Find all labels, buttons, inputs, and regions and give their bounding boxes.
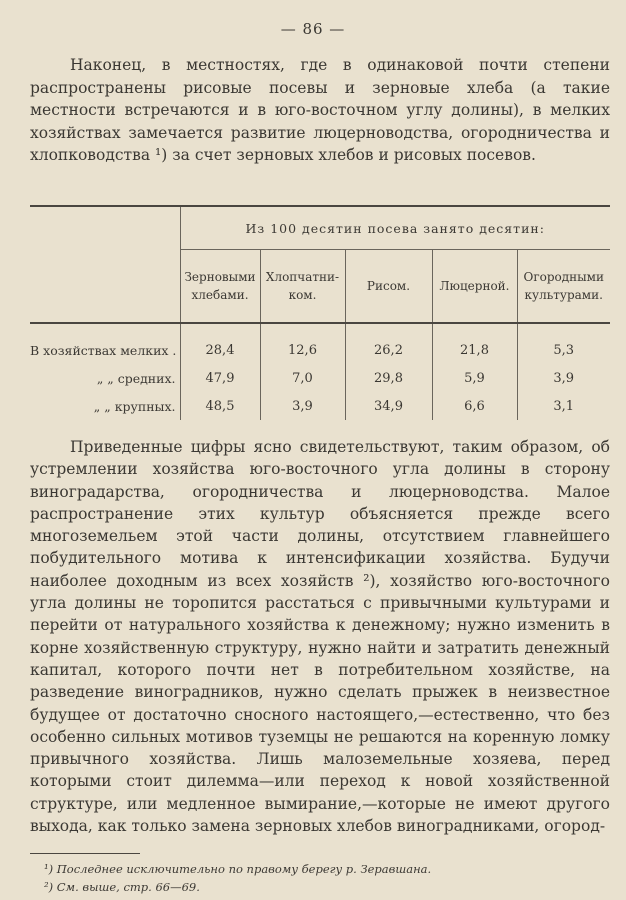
table-row	[30, 364, 610, 392]
table-cell: 12,6	[260, 323, 345, 364]
row-label: „ „ средних.	[96, 370, 176, 386]
column-header: Огородными культурами.	[517, 250, 610, 324]
table-cell: 47,9	[180, 364, 260, 392]
table-cell: 5,9	[432, 364, 517, 392]
column-header: Хлопчатни-ком.	[260, 250, 345, 324]
table-cell: 29,8	[345, 364, 432, 392]
column-header: Люцерной.	[432, 250, 517, 324]
footnote-2: ²) См. выше, стр. 66—69.	[44, 880, 200, 894]
table-group-header: Из 100 десятин посева занято десятин:	[180, 206, 610, 250]
table-cell: 3,1	[517, 392, 610, 420]
table-row	[30, 392, 610, 420]
paragraph-main: Приведенные цифры ясно свидетельствуют, таким образом, об устремлении хозяйства юго-восточного угла долины в сторону виноградарства, огородничества и люцерноводства. Малое распространение этих культур объясняется прежде всего многоземельем этой части долины, отсутствием главнейшего побудительного мотива к интенсификации хозяйства. Будучи наиболее доходным из всех хозяйств ²), хозяйство юго-восточного угла долины не торопится расстаться с привычными культурами и перейти от натурального хозяйства к денежному; нужно изменить в корне хозяйственную структуру, нужно найти и затратить денежный капитал, которого почти нет в потребительном хозяйстве, на разведение виноградников, нужно сделать прыжек в неизвестное будущее от достаточно сносного настоящего,—естественно, что без особенно сильных мотивов туземцы не решаются на коренную ломку привычного хозяйства. Лишь малоземельные хозяева, перед которыми стоит дилемма—или переход к новой хозяйственной структуре, или медленное вымирание,—которые не имеют другого выхода, как только замена зерновых хлебов виноградниками, огород-	[30, 438, 610, 836]
crop-distribution-table	[30, 205, 610, 420]
row-label: „ „ крупных.	[93, 398, 176, 414]
footnote-1: ¹) Последнее исключительно по правому берегу р. Зеравшана.	[44, 862, 432, 876]
table-cell: 48,5	[180, 392, 260, 420]
table-cell: 7,0	[260, 364, 345, 392]
table-cell: 6,6	[432, 392, 517, 420]
table-cell: 5,3	[517, 323, 610, 364]
table-cell: 28,4	[180, 323, 260, 364]
table-row	[30, 323, 610, 364]
page-number: — 86 —	[280, 20, 346, 38]
table-cell: 34,9	[345, 392, 432, 420]
table-cell: 3,9	[517, 364, 610, 392]
table-cell: 21,8	[432, 323, 517, 364]
table-cell: 3,9	[260, 392, 345, 420]
column-header: Рисом.	[345, 250, 432, 324]
row-label: В хозяйствах мелких .	[30, 342, 177, 358]
column-header: Зерновыми хлебами.	[180, 250, 260, 324]
table-stub-header	[30, 206, 180, 323]
table-cell: 26,2	[345, 323, 432, 364]
paragraph-intro: Наконец, в местностях, где в одинаковой почти степени распространены рисовые посевы и зерновые хлеба (а такие местности встречаются и в юго-восточном углу долины), в мелких хозяйствах замечается развитие люцерноводства, огородничества и хлопководства ¹) за счет зерновых хлебов и рисовых посевов.	[30, 56, 610, 165]
footnote-divider	[30, 853, 140, 854]
